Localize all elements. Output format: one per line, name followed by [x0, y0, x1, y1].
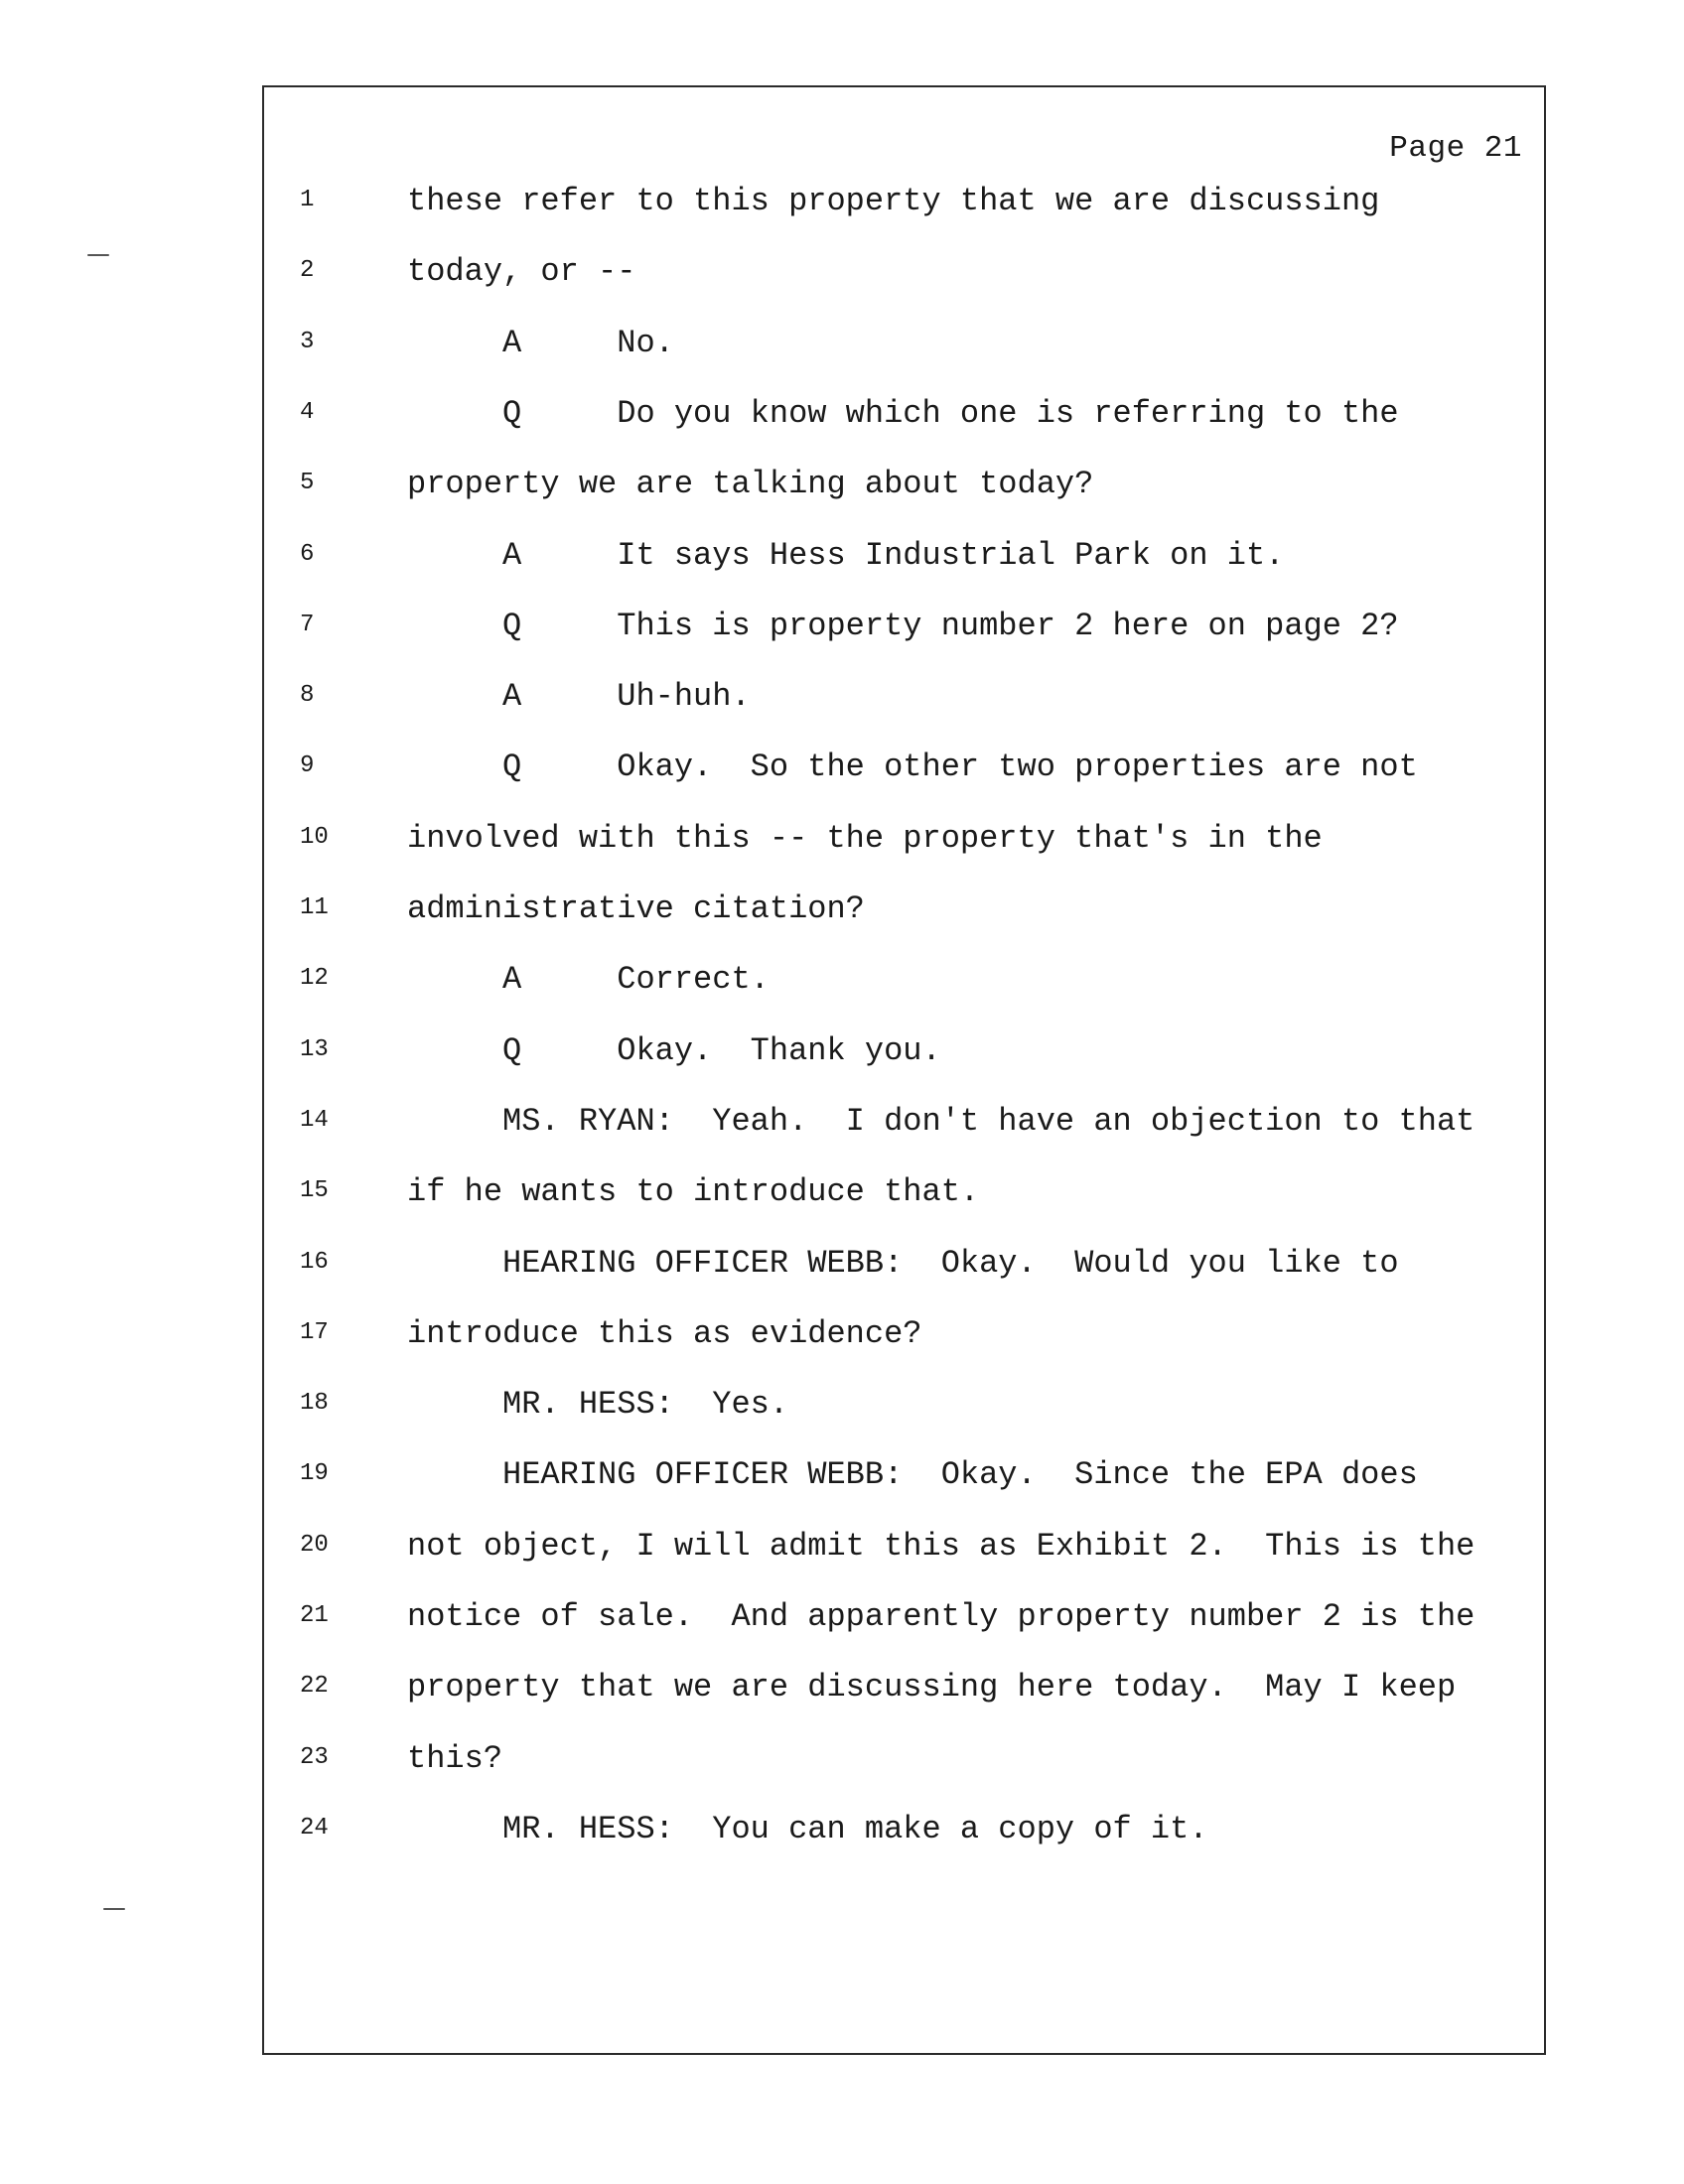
line-number: 13: [300, 1035, 329, 1063]
line-number: 23: [300, 1743, 329, 1771]
line-text: Q Okay. So the other two properties are not: [407, 749, 1418, 786]
line-number: 18: [300, 1390, 329, 1418]
transcript-line: [264, 537, 1544, 581]
line-number: 8: [300, 682, 315, 710]
line-text: property we are talking about today?: [407, 466, 1094, 503]
line-text: A Uh-huh.: [407, 678, 751, 716]
line-text: these refer to this property that we are discussing: [407, 183, 1380, 219]
transcript-line: [264, 1528, 1544, 1571]
transcript-line: [264, 1456, 1544, 1500]
line-number: 17: [300, 1318, 329, 1346]
line-number: 4: [300, 398, 315, 426]
line-number: 9: [300, 752, 315, 780]
transcript-line: [264, 253, 1544, 297]
line-number: 5: [300, 470, 315, 497]
transcript-line: [264, 183, 1544, 226]
line-number: 11: [300, 894, 329, 921]
transcript-line: [264, 395, 1544, 439]
line-text: MR. HESS: You can make a copy of it.: [407, 1810, 1208, 1847]
transcript-line: [264, 1103, 1544, 1147]
line-text: A Correct.: [407, 961, 770, 999]
line-number: 12: [300, 965, 329, 993]
line-text: A It says Hess Industrial Park on it.: [407, 536, 1285, 574]
margin-mark-bottom: [103, 1908, 125, 1910]
transcript-line: [264, 1598, 1544, 1642]
line-text: notice of sale. And apparently property number 2 is the: [407, 1598, 1475, 1635]
transcript-line: [264, 1315, 1544, 1359]
line-text: not object, I will admit this as Exhibit 2. This is the: [407, 1527, 1475, 1565]
transcript-line: [264, 1245, 1544, 1289]
line-text: property that we are discussing here today. May I keep: [407, 1669, 1457, 1706]
line-number: 15: [300, 1177, 329, 1205]
line-text: HEARING OFFICER WEBB: Okay. Would you like to: [407, 1244, 1399, 1282]
line-text: if he wants to introduce that.: [407, 1173, 980, 1211]
line-text: HEARING OFFICER WEBB: Okay. Since the EPA does: [407, 1456, 1418, 1494]
transcript-line: [264, 678, 1544, 722]
transcript-line: [264, 1740, 1544, 1784]
line-text: Q Okay. Thank you.: [407, 1031, 941, 1069]
transcript-line: [264, 890, 1544, 934]
line-number: 22: [300, 1673, 329, 1701]
transcript-line: [264, 1386, 1544, 1430]
line-text: introduce this as evidence?: [407, 1314, 922, 1352]
line-number: 19: [300, 1460, 329, 1488]
line-number: 21: [300, 1602, 329, 1629]
transcript-line: [264, 1032, 1544, 1076]
line-number: 6: [300, 540, 315, 568]
transcript-line: [264, 749, 1544, 792]
line-number: 1: [300, 187, 315, 213]
line-number: 16: [300, 1248, 329, 1276]
transcript-line: [264, 1173, 1544, 1217]
line-number: 14: [300, 1106, 329, 1134]
transcript-line: [264, 961, 1544, 1005]
margin-mark-top: [87, 254, 109, 256]
transcript-page-frame: [262, 85, 1546, 2055]
transcript-line: [264, 466, 1544, 509]
line-text: this?: [407, 1739, 503, 1777]
line-text: Q This is property number 2 here on page 2?: [407, 607, 1399, 644]
line-number: 24: [300, 1814, 329, 1842]
line-number: 10: [300, 823, 329, 851]
line-text: MS. RYAN: Yeah. I don't have an objection to that: [407, 1102, 1475, 1140]
transcript-line: [264, 325, 1544, 368]
line-text: involved with this -- the property that's in the: [407, 819, 1323, 857]
line-text: administrative citation?: [407, 890, 865, 927]
page-number: Page 21: [1389, 131, 1522, 166]
line-number: 20: [300, 1531, 329, 1559]
transcript-line: [264, 1669, 1544, 1712]
line-number: 3: [300, 328, 315, 355]
line-text: today, or --: [407, 253, 636, 291]
transcript-line: [264, 820, 1544, 864]
line-number: 2: [300, 257, 315, 285]
line-text: A No.: [407, 324, 674, 361]
transcript-line: [264, 608, 1544, 651]
line-number: 7: [300, 611, 315, 638]
line-text: Q Do you know which one is referring to the: [407, 394, 1399, 432]
transcript-line: [264, 1811, 1544, 1854]
line-text: MR. HESS: Yes.: [407, 1386, 789, 1424]
